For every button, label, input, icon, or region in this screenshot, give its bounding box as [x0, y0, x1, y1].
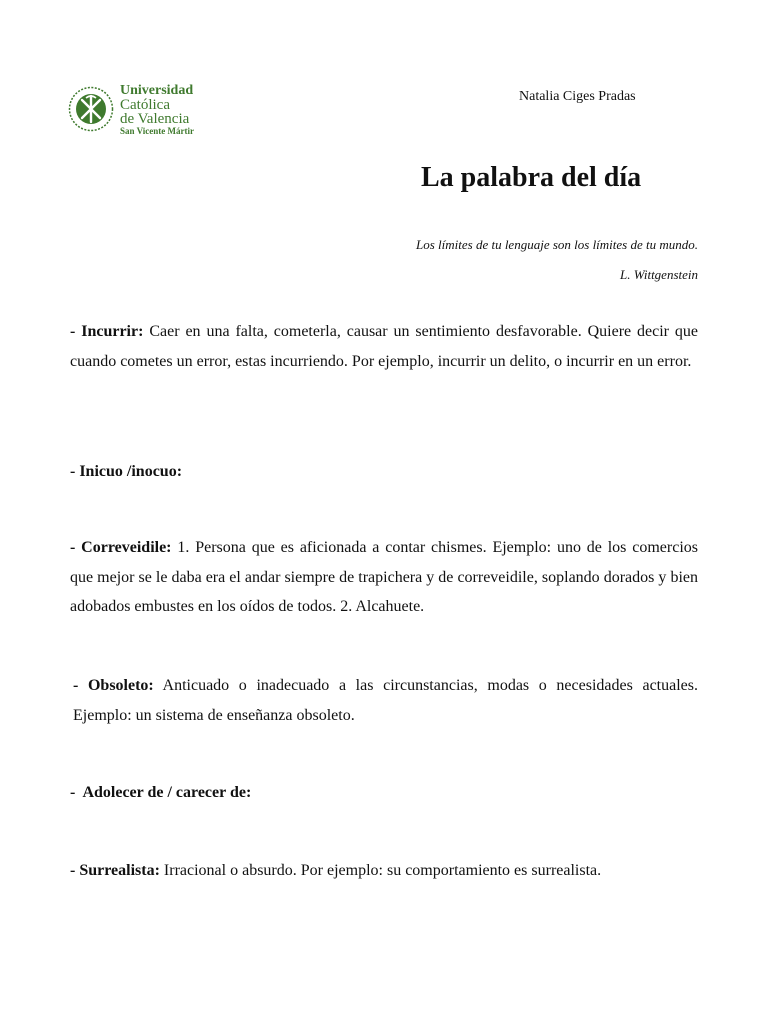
entry-surrealista [70, 856, 698, 886]
entry-term: - Adolecer de / carecer de: [70, 784, 252, 801]
entry-term: - Incurrir: [70, 323, 144, 340]
epigraph-quote: Los límites de tu lenguaje son los límites de tu mundo. [415, 237, 698, 252]
logo-line-2: Católica [120, 97, 170, 113]
entry-definition: Caer en una falta, cometerla, causar un sentimiento desfavorable. Quiere decir que cuando cometes un error, estas incurriendo. Por ejemplo, incurrir un delito, o incurrir en un error. [70, 323, 699, 370]
entry-definition: Irracional o absurdo. Por ejemplo: su comportamiento es surrealista. [163, 862, 602, 879]
entry-term: - Correveidile: [70, 539, 172, 556]
epigraph-author: L. Wittgenstein [620, 267, 698, 282]
entry-incurrir [70, 317, 698, 376]
entry-correveidile [70, 533, 698, 622]
entry-term: - Inicuo /inocuo: [70, 463, 183, 480]
logo-wordmark [120, 84, 194, 137]
entry-definition: Anticuado o inadecuado a las circunstancias, modas o necesidades actuales. Ejemplo: un sistema de enseñanza obsoleto. [73, 677, 698, 724]
logo-line-3: de Valencia [120, 111, 190, 127]
entry-inicuo [70, 457, 698, 487]
entry-term: - Surrealista: [70, 862, 160, 879]
university-logo [68, 84, 200, 136]
logo-line-4: San Vicente Mártir [120, 126, 194, 136]
entry-adolecer [70, 778, 698, 808]
entry-obsoleto [73, 671, 698, 730]
university-seal-icon [68, 86, 114, 132]
page-title: La palabra del día [421, 162, 642, 193]
logo-line-1: Universidad [120, 83, 194, 98]
entry-definition: 1. Persona que es aficionada a contar chismes. Ejemplo: uno de los comercios que mejor se le daba era el andar siempre de trapichera y de correveidile, soplando dorados y bien adobados embustes en los oídos de todos. 2. Alcahuete. [70, 539, 698, 615]
author-name: Natalia Ciges Pradas [519, 89, 636, 104]
entry-term: - Obsoleto: [73, 677, 154, 694]
